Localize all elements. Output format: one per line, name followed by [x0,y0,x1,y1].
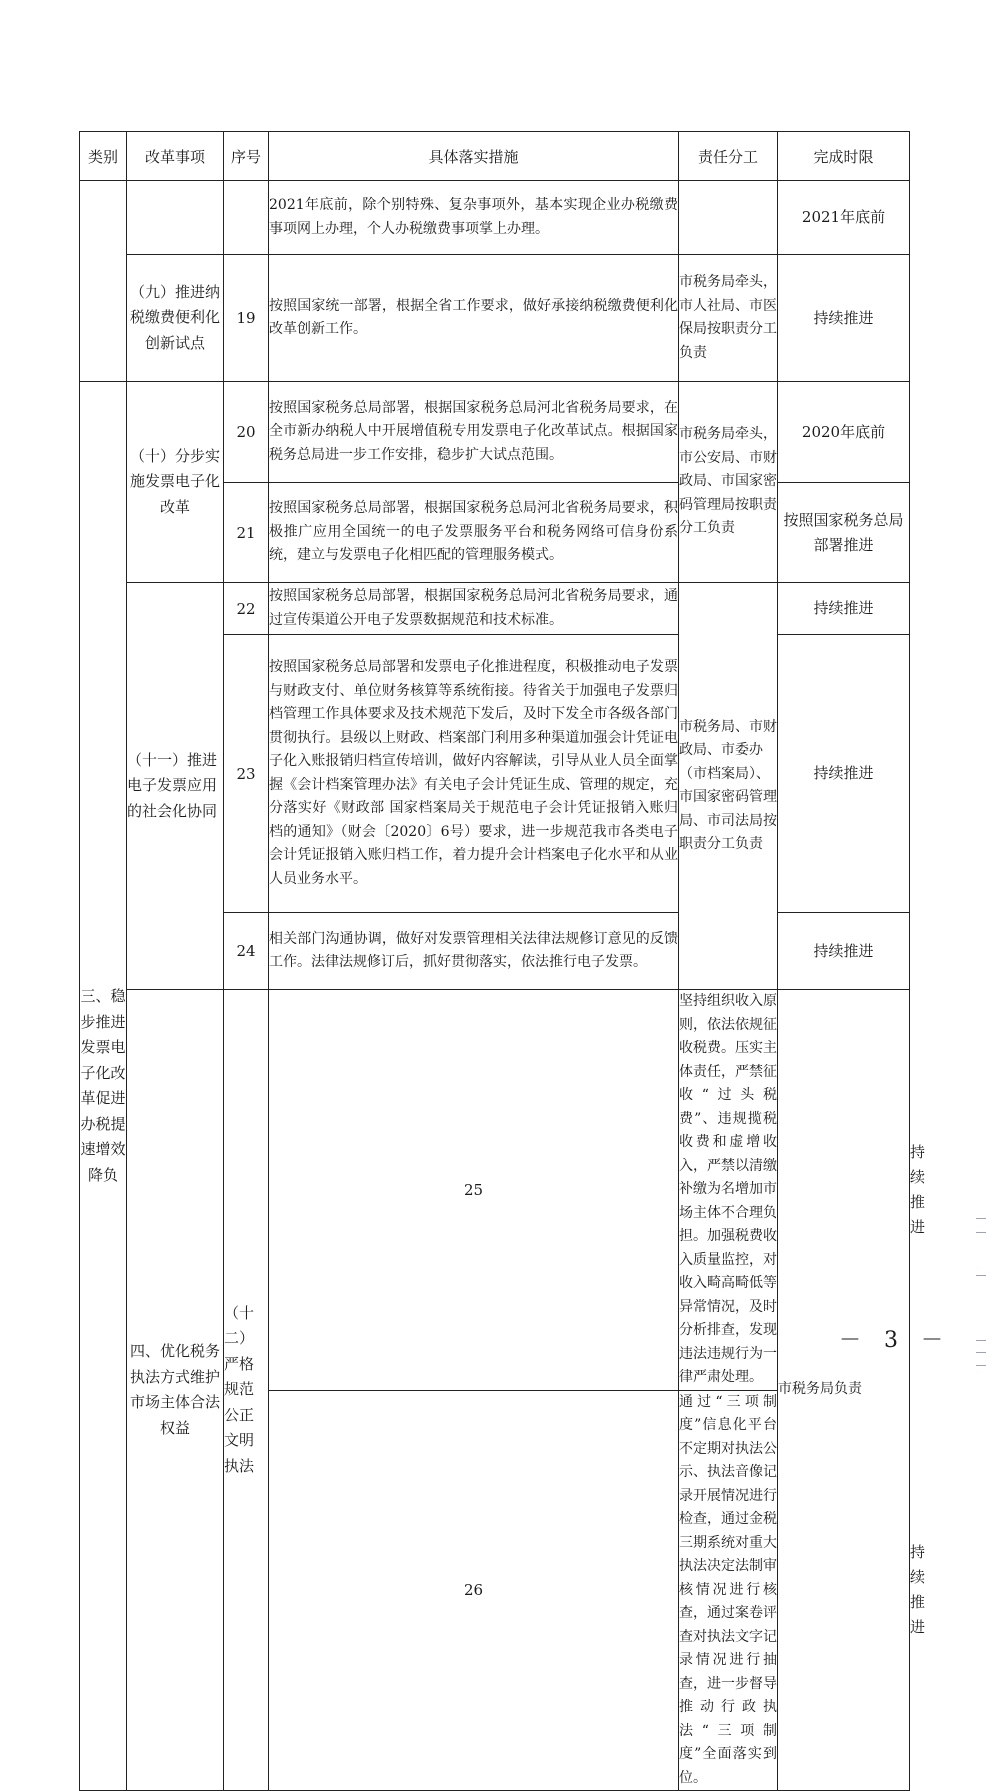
measure-cell: 通过“三项制度”信息化平台不定期对执法公示、执法音像记录开展情况进行检查，通过金税三期系统对重大执法决定法制审核情况进行核查，通过案卷评查对执法文字记录情况进行抽查，进一步督导推动行政执法“三项制度”全面落实到位。 [679,1390,778,1791]
reform-item-9: （九）推进纳税缴费便利化创新试点 [127,255,224,382]
edge-mark [976,1232,986,1233]
measure-cell: 按照国家税务总局部署和发票电子化推进程度，积极推动电子发票与财政支付、单位财务核算等系统衔接。待省关于加强电子发票归档管理工作具体要求及技术规范下发后，及时下发全市各级各部门贯彻执行。县级以上财政、档案部门利用多种渠道加强会计凭证电子化入账报销归档宣传培训，做好内容解读，引导从业人员全面掌握《会计档案管理办法》有关电子会计凭证生成、管理的规定，充分落实好《财政部 国家档案局关于规范电子会计凭证报销入账归档的通知》（财会〔2020〕6号）要求，进一步规范我市各类电子会计凭证报销入账归档工作，着力提升会计档案电子化水平和从业人员业务水平。 [269,635,679,913]
deadline-cell: 持续推进 [778,255,910,382]
seq-cell: 23 [224,635,269,913]
seq-cell: 24 [224,913,269,990]
edge-mark [976,1275,986,1276]
reform-measures-table [79,131,926,1791]
seq-cell: 22 [224,583,269,635]
measure-cell: 按照国家税务总局部署，根据国家税务总局河北省税务局要求，积极推广应用全国统一的电子发票服务平台和税务网络可信身份系统，建立与发票电子化相匹配的管理服务模式。 [269,483,679,583]
header-deadline: 完成时限 [778,132,910,181]
seq-cell: 26 [269,1390,679,1791]
reform-item-12: （十二）严格规范公正文明执法 [224,990,269,1791]
deadline-cell: 按照国家税务总局部署推进 [778,483,910,583]
edge-mark [976,1365,986,1366]
deadline-cell: 持续推进 [778,583,910,635]
header-responsibility: 责任分工 [679,132,778,181]
category-4: 四、优化税务执法方式维护市场主体合法权益 [127,990,224,1791]
edge-mark [976,1352,986,1353]
measure-cell: 相关部门沟通协调，做好对发票管理相关法律法规修订意见的反馈工作。法律法规修订后，抓好贯彻落实，依法推行电子发票。 [269,913,679,990]
measure-cell: 按照国家统一部署，根据全省工作要求，做好承接纳税缴费便利化改革创新工作。 [269,255,679,382]
edge-mark [976,1218,986,1219]
category-3: 三、稳步推进发票电子化改革促进办税提速增效降负 [80,382,127,1791]
measure-cell: 2021年底前，除个别特殊、复杂事项外，基本实现企业办税缴费事项网上办理，个人办税缴费事项掌上办理。 [269,181,679,255]
table-row [80,583,910,635]
table-row [80,382,910,483]
reform-item-11: （十一）推进电子发票应用的社会化协同 [127,583,224,990]
table-row [80,181,910,255]
responsibility-cell: 市税务局牵头，市人社局、市医保局按职责分工负责 [679,255,778,382]
header-category: 类别 [80,132,127,181]
measure-cell: 坚持组织收入原则，依法依规征收税费。压实主体责任，严禁征收“过头税费”、违规揽税收费和虚增收入，严禁以清缴补缴为名增加市场主体不合理负担。加强税费收入质量监控，对收入畸高畸低等异常情况，及时分析排查，发现违法违规行为一律严肃处理。 [679,990,778,1391]
reform-item-cell-empty [127,181,224,255]
measure-cell: 按照国家税务总局部署，根据国家税务总局河北省税务局要求，在全市新办纳税人中开展增值税专用发票电子化改革试点。根据国家税务总局进一步工作安排，稳步扩大试点范围。 [269,382,679,483]
table-row: 四、优化税务执法方式维护市场主体合法权益 （十二）严格规范公正文明执法 25 坚持组织收入原则，依法依规征收税费。压实主体责任，严禁征收“过头税费”、违规揽税收费和虚增收入，严禁以清缴补缴为名增加市场主体不合理负担。加强税费收入质量监控，对收入畸高畸低等异常情况，及时分析排查，发现违法违规行为一律严肃处理。 市税务局负责 持续推进 [80,990,910,1391]
seq-cell: 20 [224,382,269,483]
reform-item-10: （十）分步实施发票电子化改革 [127,382,224,583]
seq-cell: 19 [224,255,269,382]
deadline-cell: 持续推进 [778,913,910,990]
table-header-row [80,132,910,181]
edge-mark [976,1340,986,1341]
deadline-cell: 持续推进 [778,635,910,913]
seq-cell: 25 [269,990,679,1391]
header-seq: 序号 [224,132,269,181]
measure-cell: 按照国家税务总局部署，根据国家税务总局河北省税务局要求，通过宣传渠道公开电子发票数据规范和技术标准。 [269,583,679,635]
responsibility-cell-empty [679,181,778,255]
seq-cell [224,181,269,255]
table-row [80,255,910,382]
responsibility-cell: 市税务局牵头，市公安局、市财政局、市国家密码管理局按职责分工负责 [679,382,778,583]
responsibility-cell: 市税务局、市财政局、市委办（市档案局）、市国家密码管理局、市司法局按职责分工负责 [679,583,778,990]
header-measures: 具体落实措施 [269,132,679,181]
deadline-cell: 2020年底前 [778,382,910,483]
table-row: 26 通过“三项制度”信息化平台不定期对执法公示、执法音像记录开展情况进行检查，通过金税三期系统对重大执法决定法制审核情况进行核查，通过案卷评查对执法文字记录情况进行抽查，进一步督导推动行政执法“三项制度”全面落实到位。 持续推进 [80,1390,910,1791]
page-number: － 3 － [839,1328,951,1353]
responsibility-cell: 市税务局负责 [778,990,910,1791]
deadline-cell: 2021年底前 [778,181,910,255]
category-cell-empty [80,181,127,382]
header-reform-item: 改革事项 [127,132,224,181]
seq-cell: 21 [224,483,269,583]
